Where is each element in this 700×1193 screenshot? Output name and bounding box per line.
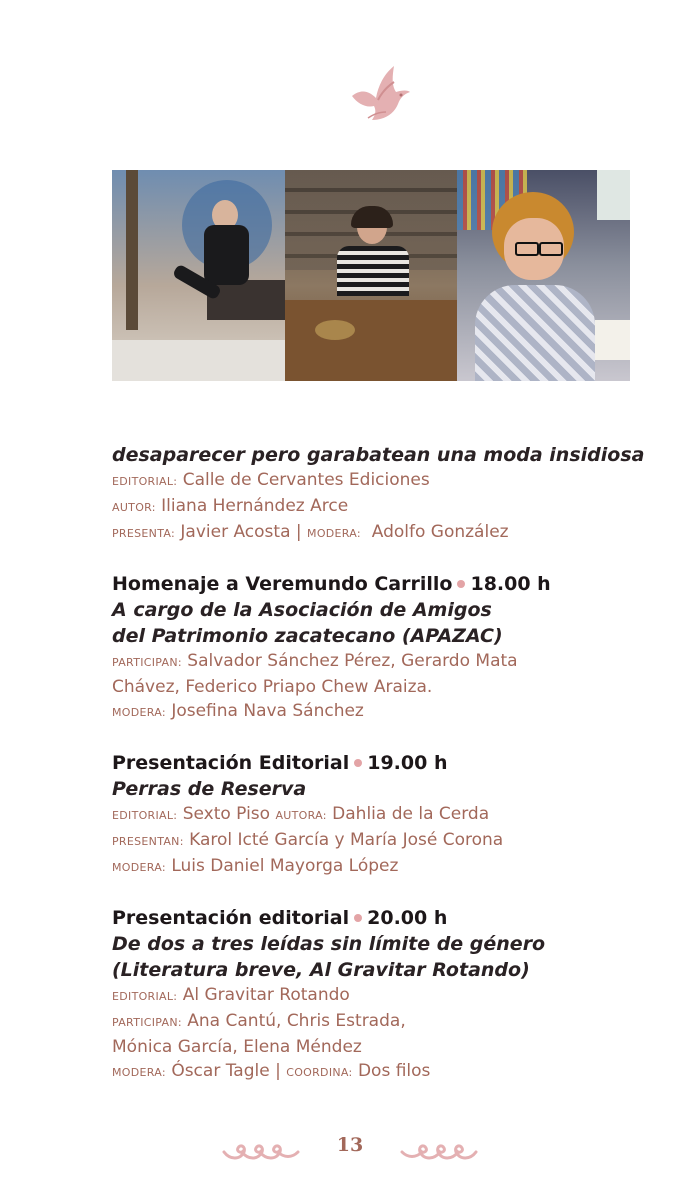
event-name: Presentación Editorial <box>112 752 350 774</box>
credit-value: Calle de Cervantes Ediciones <box>182 470 430 490</box>
entry-4 <box>112 905 672 1085</box>
credit-value: Al Gravitar Rotando <box>182 985 350 1005</box>
event-subtitle: A cargo de la Asociación de Amigos <box>112 599 492 621</box>
credit-label: MODERA: <box>307 527 361 540</box>
credit-label: PRESENTA: <box>112 527 175 540</box>
credit-label: MODERA: <box>112 1066 166 1079</box>
event-name: Presentación editorial <box>112 907 350 929</box>
credit-line <box>112 1059 672 1085</box>
photo-author-mural <box>112 170 285 381</box>
credit-label: EDITORIAL: <box>112 990 178 1003</box>
credit-label: COORDINA: <box>286 1066 353 1079</box>
credit-value: Ana Cantú, Chris Estrada, <box>187 1011 406 1031</box>
right-scroll-ornament-icon <box>400 1138 478 1162</box>
credit-line <box>112 983 672 1009</box>
event-time: 20.00 h <box>367 907 448 929</box>
credit-line <box>112 854 672 880</box>
credit-value: Dahlia de la Cerda <box>332 804 490 824</box>
bullet-dot-icon <box>457 580 465 588</box>
credit-label: AUTOR: <box>112 501 156 514</box>
credit-line <box>112 468 672 494</box>
credit-label: PRESENTAN: <box>112 835 184 848</box>
credit-line <box>112 699 672 725</box>
credit-value: Salvador Sánchez Pérez, Gerardo Mata <box>187 651 518 671</box>
credit-label: MODERA: <box>112 706 166 719</box>
event-title: desaparecer pero garabatean una moda insidiosa <box>112 444 645 466</box>
credit-line <box>112 1035 672 1059</box>
event-subtitle: (Literatura breve, Al Gravitar Rotando) <box>112 959 530 981</box>
bullet-dot-icon <box>354 914 362 922</box>
program-text <box>112 442 672 1085</box>
left-scroll-ornament-icon <box>222 1138 300 1162</box>
photo-strip <box>112 170 630 381</box>
event-time: 18.00 h <box>470 573 551 595</box>
bullet-dot-icon <box>354 759 362 767</box>
credit-label: EDITORIAL: <box>112 809 178 822</box>
credit-line <box>112 1009 672 1035</box>
credit-value: Óscar Tagle | <box>171 1061 281 1081</box>
event-heading <box>112 571 672 597</box>
credit-value: Javier Acosta | <box>180 522 302 542</box>
credit-line <box>112 649 672 675</box>
page-number: 13 <box>336 1134 364 1156</box>
credit-label: AUTORA: <box>275 809 327 822</box>
credit-label: PARTICIPAN: <box>112 1016 182 1029</box>
entry-2 <box>112 571 672 725</box>
credit-line <box>112 675 672 699</box>
event-heading <box>112 750 672 776</box>
entry-1 <box>112 442 672 546</box>
credit-value: Mónica García, Elena Méndez <box>112 1037 362 1057</box>
entry-3 <box>112 750 672 880</box>
photo-author-reading <box>457 170 630 381</box>
credit-label: MODERA: <box>112 861 166 874</box>
event-subtitle: del Patrimonio zacatecano (APAZAC) <box>112 625 503 647</box>
photo-author-archive <box>285 170 458 381</box>
credit-line <box>112 494 672 520</box>
event-heading <box>112 905 672 931</box>
credit-value: Sexto Piso <box>182 804 271 824</box>
credit-line <box>112 520 672 546</box>
credit-line <box>112 802 672 828</box>
credit-line <box>112 828 672 854</box>
credit-value: Chávez, Federico Priapo Chew Araiza. <box>112 677 433 697</box>
event-subtitle: De dos a tres leídas sin límite de género <box>112 933 546 955</box>
credit-label: EDITORIAL: <box>112 475 178 488</box>
credit-value: Luis Daniel Mayorga López <box>171 856 399 876</box>
event-time: 19.00 h <box>367 752 448 774</box>
credit-value: Karol Icté García y María José Corona <box>189 830 504 850</box>
credit-value: Adolfo González <box>371 522 509 542</box>
credit-value: Dos filos <box>357 1061 431 1081</box>
event-name: Homenaje a Veremundo Carrillo <box>112 573 453 595</box>
dove-logo-icon <box>348 62 412 126</box>
event-subtitle: Perras de Reserva <box>112 778 307 800</box>
credit-value: Iliana Hernández Arce <box>161 496 349 516</box>
credit-value: Josefina Nava Sánchez <box>171 701 364 721</box>
credit-label: PARTICIPAN: <box>112 656 182 669</box>
page-footer <box>0 1132 700 1168</box>
